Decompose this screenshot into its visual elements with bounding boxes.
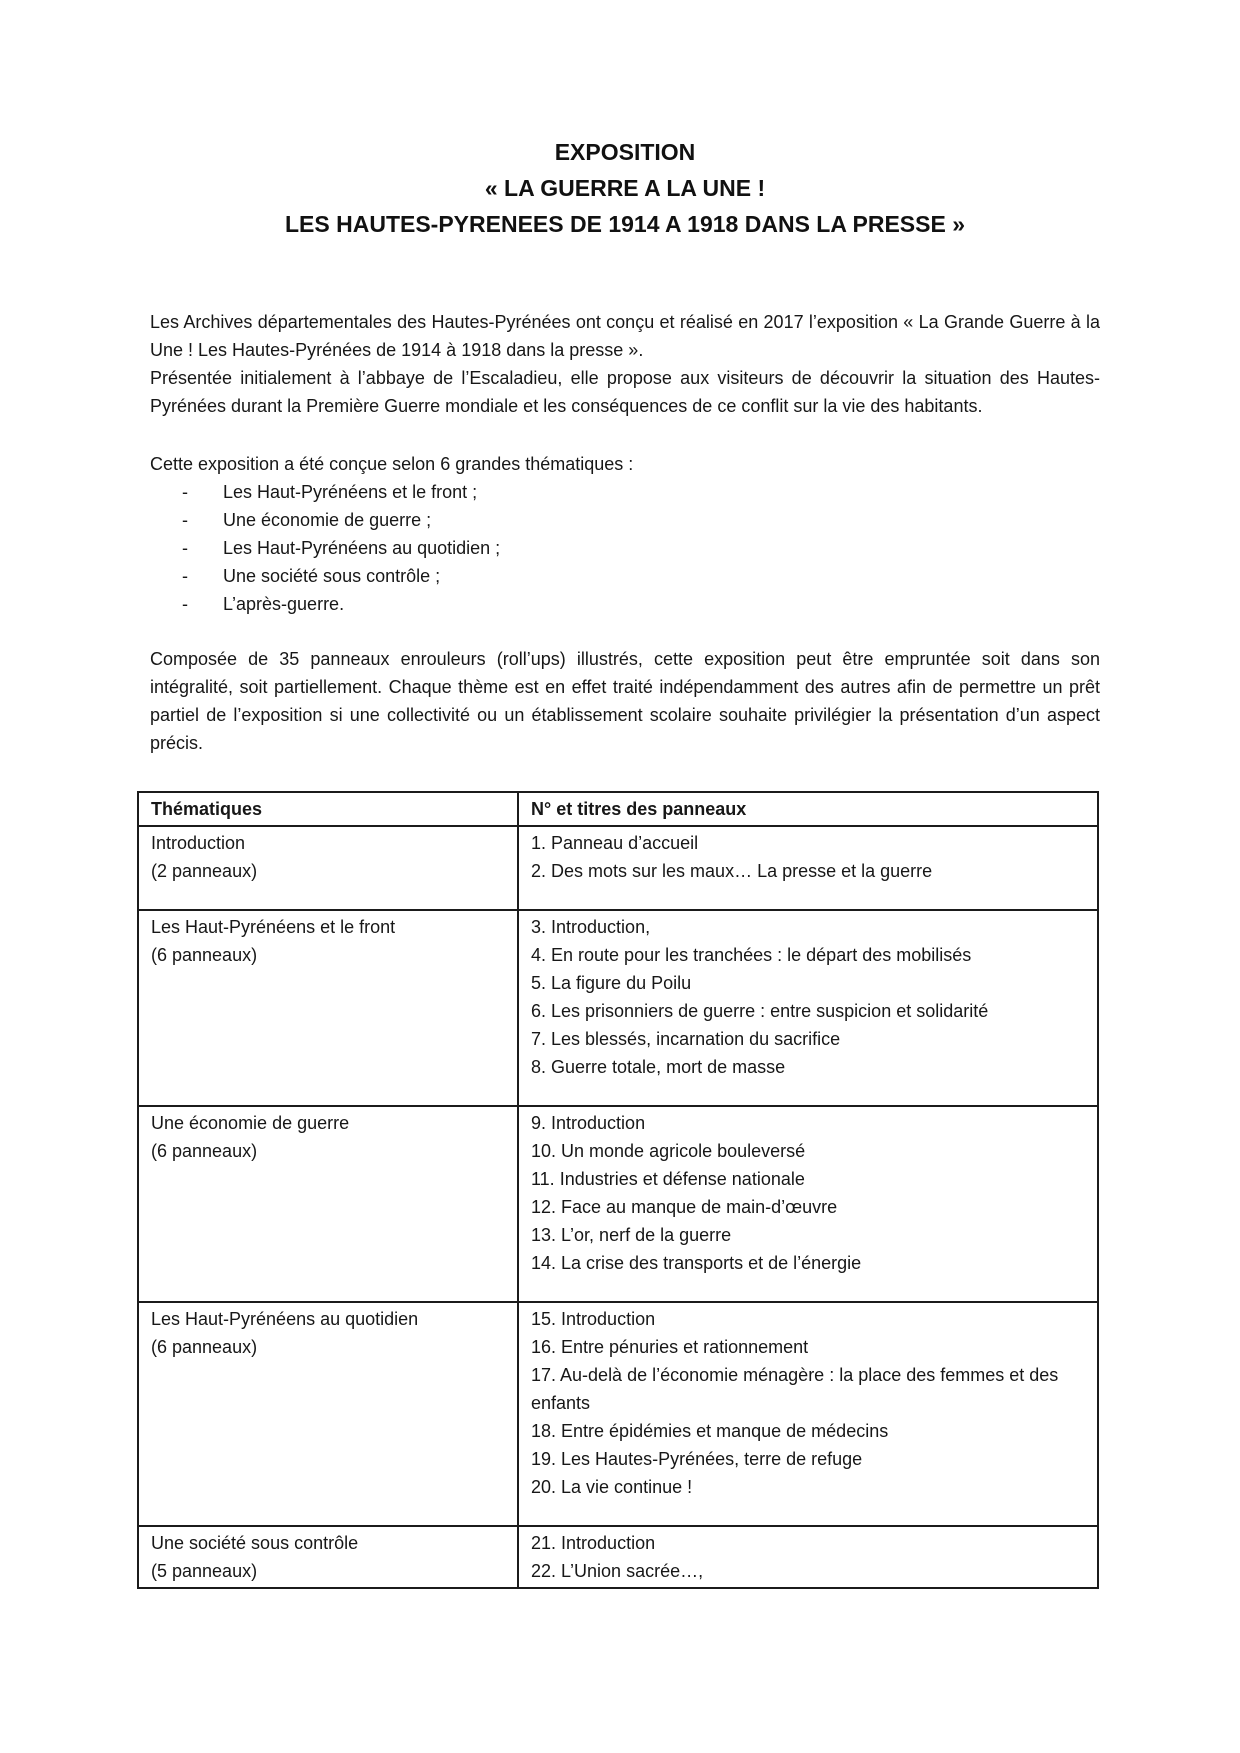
title-line-3: LES HAUTES-PYRENEES DE 1914 A 1918 DANS LA PRESSE » [285, 211, 965, 237]
panel-title: 2. Des mots sur les maux… La presse et la guerre [531, 861, 933, 881]
themes-list [150, 478, 1100, 618]
panel-title: 7. Les blessés, incarnation du sacrifice [531, 1029, 841, 1049]
panel-title: 5. La figure du Poilu [531, 973, 692, 993]
list-dash-marker: - [182, 538, 188, 558]
theme-cell [138, 1526, 518, 1588]
panel-title: 20. La vie continue ! [531, 1477, 693, 1497]
table-row [138, 910, 1098, 1106]
panel-title: 16. Entre pénuries et rationnement [531, 1337, 809, 1357]
title-line-1: EXPOSITION [554, 139, 696, 165]
theme-list-item [182, 562, 1100, 590]
list-dash-marker: - [182, 482, 188, 502]
panel-title: 9. Introduction [531, 1113, 646, 1133]
panel-title: 14. La crise des transports et de l’énergie [531, 1253, 862, 1273]
panels-cell [518, 1302, 1098, 1526]
panel-title: 19. Les Hautes-Pyrénées, terre de refuge [531, 1449, 863, 1469]
theme-panel-count: (2 panneaux) [151, 861, 258, 881]
panel-title: 6. Les prisonniers de guerre : entre suspicion et solidarité [531, 1001, 989, 1021]
theme-list-item [182, 534, 1100, 562]
theme-list-item-label: L’après-guerre. [223, 594, 345, 614]
table-header-panneaux: N° et titres des panneaux [518, 792, 1098, 826]
table-row [138, 1526, 1098, 1588]
theme-panel-count: (6 panneaux) [151, 945, 258, 965]
list-dash-marker: - [182, 566, 188, 586]
theme-list-item-label: Les Haut-Pyrénéens et le front ; [223, 482, 478, 502]
panel-title: 22. L’Union sacrée…, [531, 1561, 704, 1581]
theme-list-item-label: Une économie de guerre ; [223, 510, 432, 530]
intro-paragraph-2: Présentée initialement à l’abbaye de l’Escaladieu, elle propose aux visiteurs de découvrir la situation des Hautes-Pyrénées durant la Première Guerre mondiale et les conséquences de ce conflit sur la vie des habitants. [150, 368, 1100, 416]
panel-title: 21. Introduction [531, 1533, 656, 1553]
theme-cell [138, 1302, 518, 1526]
panels-cell [518, 1526, 1098, 1588]
theme-name: Une société sous contrôle [151, 1533, 359, 1553]
table-header-row [138, 792, 1098, 826]
theme-list-item-label: Une société sous contrôle ; [223, 566, 441, 586]
panels-cell [518, 826, 1098, 910]
theme-panel-count: (6 panneaux) [151, 1337, 258, 1357]
panel-title: 10. Un monde agricole bouleversé [531, 1141, 806, 1161]
panel-title: 4. En route pour les tranchées : le départ des mobilisés [531, 945, 972, 965]
theme-cell [138, 910, 518, 1106]
theme-name: Les Haut-Pyrénéens et le front [151, 917, 396, 937]
themes-heading: Cette exposition a été conçue selon 6 grandes thématiques : [150, 454, 634, 474]
list-dash-marker: - [182, 594, 188, 614]
theme-cell [138, 1106, 518, 1302]
panel-title: 11. Industries et défense nationale [531, 1169, 805, 1189]
table-header-thematiques: Thématiques [138, 792, 518, 826]
composition-paragraph: Composée de 35 panneaux enrouleurs (roll’ups) illustrés, cette exposition peut être empruntée soit dans son intégralité, soit partiellement. Chaque thème est en effet traité indépendamment des autres afin de permettre un prêt partiel de l’exposition si une collectivité ou un établissement scolaire souhaite privilégier la présentation d’un aspect précis. [150, 649, 1100, 753]
table-row [138, 1302, 1098, 1526]
theme-list-item [182, 590, 1100, 618]
panel-title: 17. Au-delà de l’économie ménagère : la place des femmes et des enfants [531, 1365, 1059, 1413]
panel-title: 8. Guerre totale, mort de masse [531, 1057, 786, 1077]
theme-list-item-label: Les Haut-Pyrénéens au quotidien ; [223, 538, 501, 558]
intro-paragraph-1: Les Archives départementales des Hautes-Pyrénées ont conçu et réalisé en 2017 l’exposition « La Grande Guerre à la Une ! Les Hautes-Pyrénées de 1914 à 1918 dans la presse ». [150, 312, 1100, 360]
panel-title: 18. Entre épidémies et manque de médecins [531, 1421, 889, 1441]
theme-list-item [182, 506, 1100, 534]
panel-title: 12. Face au manque de main-d’œuvre [531, 1197, 838, 1217]
panels-cell [518, 910, 1098, 1106]
document-title [150, 134, 1100, 242]
panel-title: 13. L’or, nerf de la guerre [531, 1225, 732, 1245]
title-line-2: « LA GUERRE A LA UNE ! [484, 175, 766, 201]
panel-title: 1. Panneau d’accueil [531, 833, 699, 853]
panels-table [137, 791, 1099, 1589]
panel-title: 15. Introduction [531, 1309, 656, 1329]
theme-name: Les Haut-Pyrénéens au quotidien [151, 1309, 419, 1329]
table-row [138, 826, 1098, 910]
panels-cell [518, 1106, 1098, 1302]
theme-panel-count: (5 panneaux) [151, 1561, 258, 1581]
panel-title: 3. Introduction, [531, 917, 651, 937]
theme-list-item [182, 478, 1100, 506]
table-row [138, 1106, 1098, 1302]
list-dash-marker: - [182, 510, 188, 530]
theme-cell [138, 826, 518, 910]
theme-name: Introduction [151, 833, 246, 853]
theme-name: Une économie de guerre [151, 1113, 350, 1133]
theme-panel-count: (6 panneaux) [151, 1141, 258, 1161]
